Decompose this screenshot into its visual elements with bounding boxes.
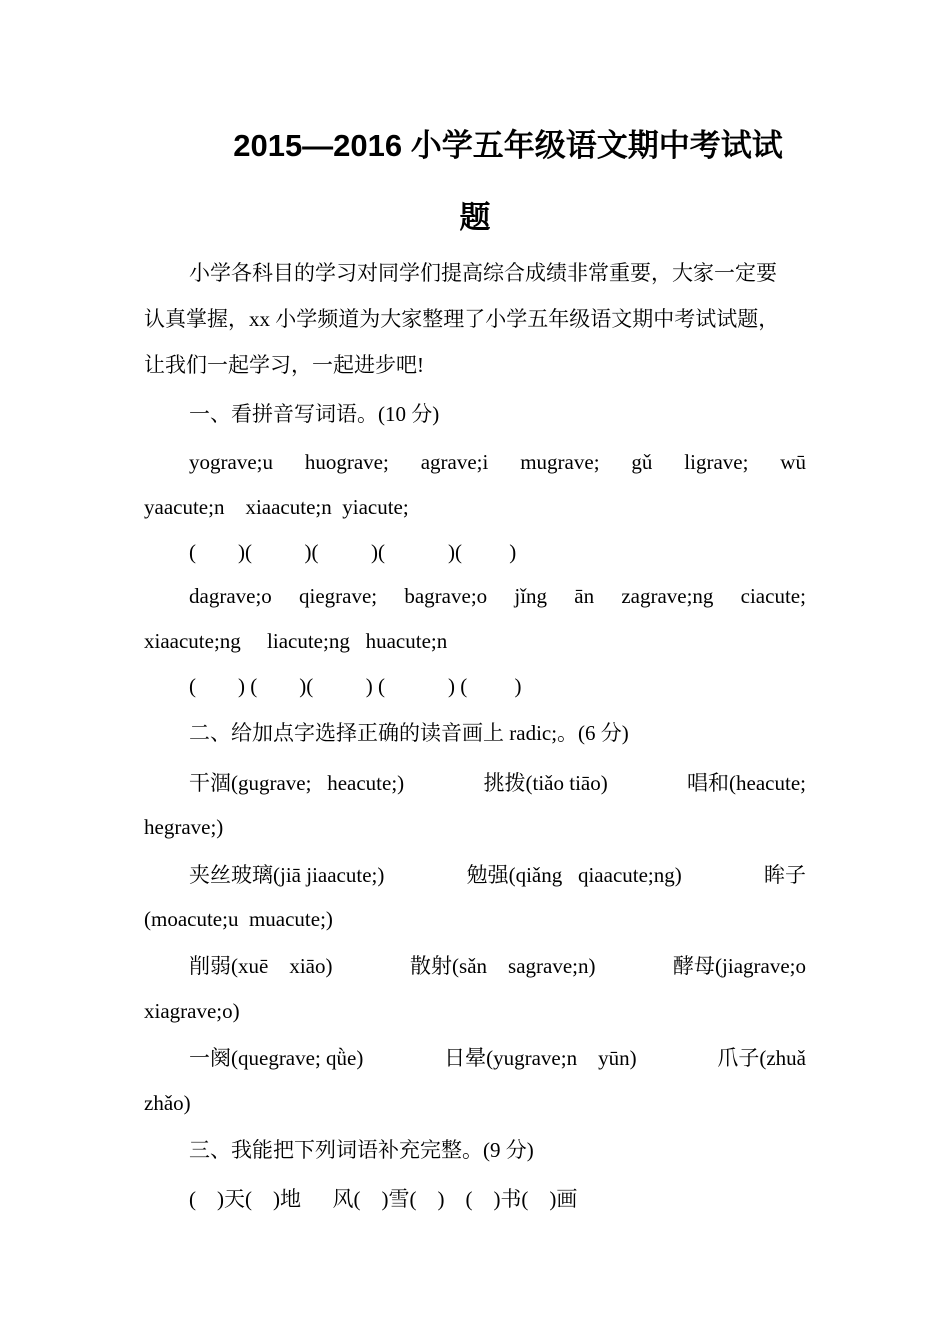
answer-blanks-row-1: ( )( )( )( )( ) xyxy=(189,540,517,564)
section-2-heading: 二、给加点字选择正确的读音画上 radic;。(6 分) xyxy=(189,721,629,745)
pinyin-item: huograve; xyxy=(304,450,389,474)
intro-paragraph-line-2: 认真掌握，xx 小学频道为大家整理了小学五年级语文期中考试试题， xyxy=(144,307,780,331)
reading-choice-item: 干涸(gugrave; heacute;) xyxy=(189,771,405,795)
pinyin-item: ciacute; xyxy=(740,584,806,608)
pinyin-item: dagrave;o xyxy=(189,584,272,608)
reading-choice-item: 散射(sǎn sagrave;n) xyxy=(410,954,596,978)
reading-choice-item: 削弱(xuē xiāo) xyxy=(189,954,333,978)
reading-choice-item: 勉强(qiǎng qiaacute;ng) xyxy=(466,863,682,887)
page-title-continued: 题 xyxy=(459,200,491,235)
reading-choice-item: 爪子(zhuǎ xyxy=(717,1046,806,1070)
pinyin-item: mugrave; xyxy=(520,450,600,474)
fill-in-idioms-row-1: ( )天( )地 风( )雪( ) ( )书( )画 xyxy=(189,1187,578,1211)
pinyin-row-2-continued: xiaacute;ng liacute;ng huacute;n xyxy=(144,629,448,653)
reading-choice-row-1-continued: hegrave;) xyxy=(144,815,224,839)
pinyin-item: jǐng xyxy=(514,584,548,608)
pinyin-item: bagrave;o xyxy=(404,584,488,608)
pinyin-item: wū xyxy=(780,450,806,474)
page-title: 2015—2016 小学五年级语文期中考试试 xyxy=(233,128,783,163)
section-1-heading: 一、看拼音写词语。(10 分) xyxy=(189,402,440,426)
reading-choice-row-2-continued: (moacute;u muacute;) xyxy=(144,907,333,931)
answer-blanks-row-2: ( ) ( )( ) ( ) ( ) xyxy=(189,674,522,698)
intro-paragraph-line-1: 小学各科目的学习对同学们提高综合成绩非常重要，大家一定要 xyxy=(189,261,777,285)
reading-choice-row-4 xyxy=(189,1043,806,1073)
reading-choice-item: 挑拨(tiǎo tiāo) xyxy=(483,771,608,795)
reading-choice-item: 一阕(quegrave; qǜe) xyxy=(189,1046,364,1070)
reading-choice-item: 酵母(jiagrave;o xyxy=(673,954,806,978)
pinyin-row-1 xyxy=(189,447,806,477)
pinyin-row-1-continued: yaacute;n xiaacute;n yiacute; xyxy=(144,495,409,519)
reading-choice-item: 日晕(yugrave;n yūn) xyxy=(444,1046,637,1070)
pinyin-item: ān xyxy=(574,584,595,608)
section-3-heading: 三、我能把下列词语补充完整。(9 分) xyxy=(189,1138,534,1162)
pinyin-item: zagrave;ng xyxy=(621,584,714,608)
reading-choice-row-3-continued: xiagrave;o) xyxy=(144,999,240,1023)
pinyin-row-2 xyxy=(189,581,806,611)
pinyin-item: ligrave; xyxy=(684,450,749,474)
reading-choice-item: 夹丝玻璃(jiā jiaacute;) xyxy=(189,863,385,887)
reading-choice-item: 眸子 xyxy=(763,863,806,887)
pinyin-item: agrave;i xyxy=(420,450,489,474)
reading-choice-item: 唱和(heacute; xyxy=(687,771,806,795)
pinyin-item: qiegrave; xyxy=(299,584,378,608)
intro-paragraph-line-3: 让我们一起学习，一起进步吧! xyxy=(144,353,424,377)
reading-choice-row-1 xyxy=(189,768,806,798)
reading-choice-row-4-continued: zhǎo) xyxy=(144,1091,191,1115)
pinyin-item: yograve;u xyxy=(189,450,273,474)
reading-choice-row-2 xyxy=(189,860,806,890)
pinyin-item: gǔ xyxy=(631,450,653,474)
reading-choice-row-3 xyxy=(189,951,806,981)
